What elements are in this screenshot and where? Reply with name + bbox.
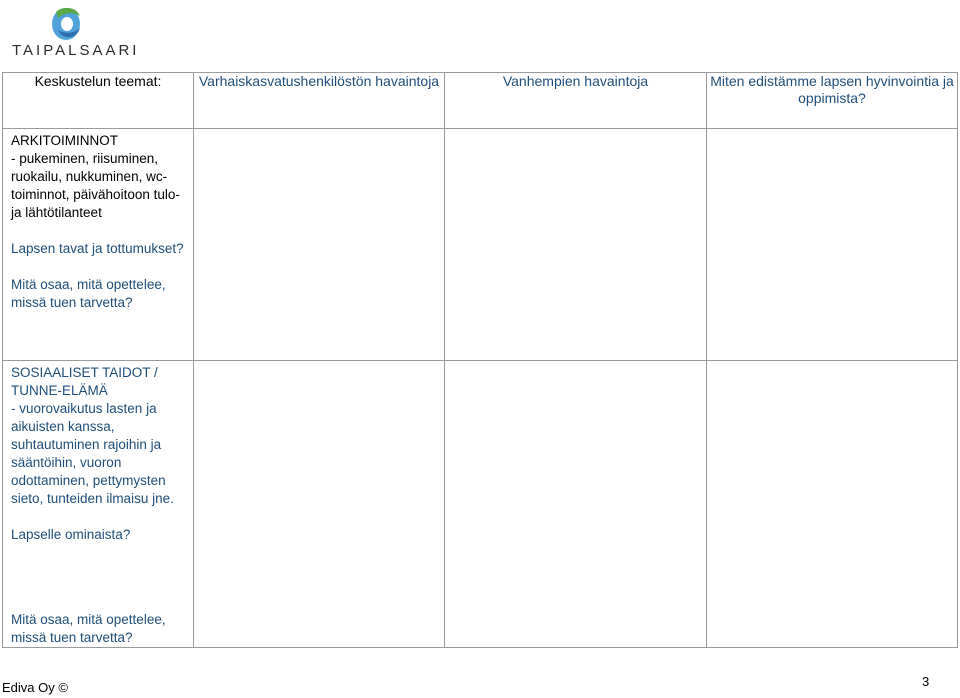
- header-parent-observations: Vanhempien havaintoja: [445, 73, 707, 129]
- theme-question: Mitä osaa, mitä opettelee, missä tuen tarvetta?: [11, 277, 166, 310]
- table-header-row: [3, 73, 958, 129]
- theme-cell-daily-activities: [3, 129, 194, 361]
- theme-question: Lapselle ominaista?: [11, 527, 131, 542]
- table-row: [3, 361, 958, 648]
- header-themes: Keskustelun teemat:: [3, 73, 194, 129]
- page-number: 3: [922, 674, 930, 689]
- header-how-to-promote: Miten edistämme lapsen hyvinvointia ja oppimista?: [707, 73, 958, 129]
- parent-observations-cell[interactable]: [445, 129, 707, 361]
- parent-observations-cell[interactable]: [445, 361, 707, 648]
- theme-description: - pukeminen, riisuminen, ruokailu, nukkuminen, wc-toiminnot, päivähoitoon tulo- ja lähtötilanteet: [11, 151, 180, 220]
- staff-observations-cell[interactable]: [194, 129, 445, 361]
- theme-question: Mitä osaa, mitä opettelee, missä tuen tarvetta?: [11, 612, 166, 645]
- theme-cell-social-skills: [3, 361, 194, 648]
- theme-description: - vuorovaikutus lasten ja aikuisten kanssa, suhtautuminen rajoihin ja sääntöihin, vuoron odottaminen, pettymysten sieto, tunteiden ilmaisu jne.: [11, 401, 174, 506]
- taipalsaari-emblem-icon: [10, 4, 130, 44]
- footer-copyright: Ediva Oy ©: [2, 680, 68, 695]
- staff-observations-cell[interactable]: [194, 361, 445, 648]
- theme-question: Lapsen tavat ja tottumukset?: [11, 241, 184, 256]
- theme-title: SOSIAALISET TAIDOT / TUNNE-ELÄMÄ: [11, 365, 158, 398]
- promotion-cell[interactable]: [707, 129, 958, 361]
- logo-text: TAIPALSAARI: [12, 42, 140, 59]
- header-staff-observations: Varhaiskasvatushenkilöstön havaintoja: [194, 73, 445, 129]
- discussion-table: [2, 72, 958, 648]
- theme-title: ARKITOIMINNOT: [11, 133, 119, 148]
- table-row: [3, 129, 958, 361]
- promotion-cell[interactable]: [707, 361, 958, 648]
